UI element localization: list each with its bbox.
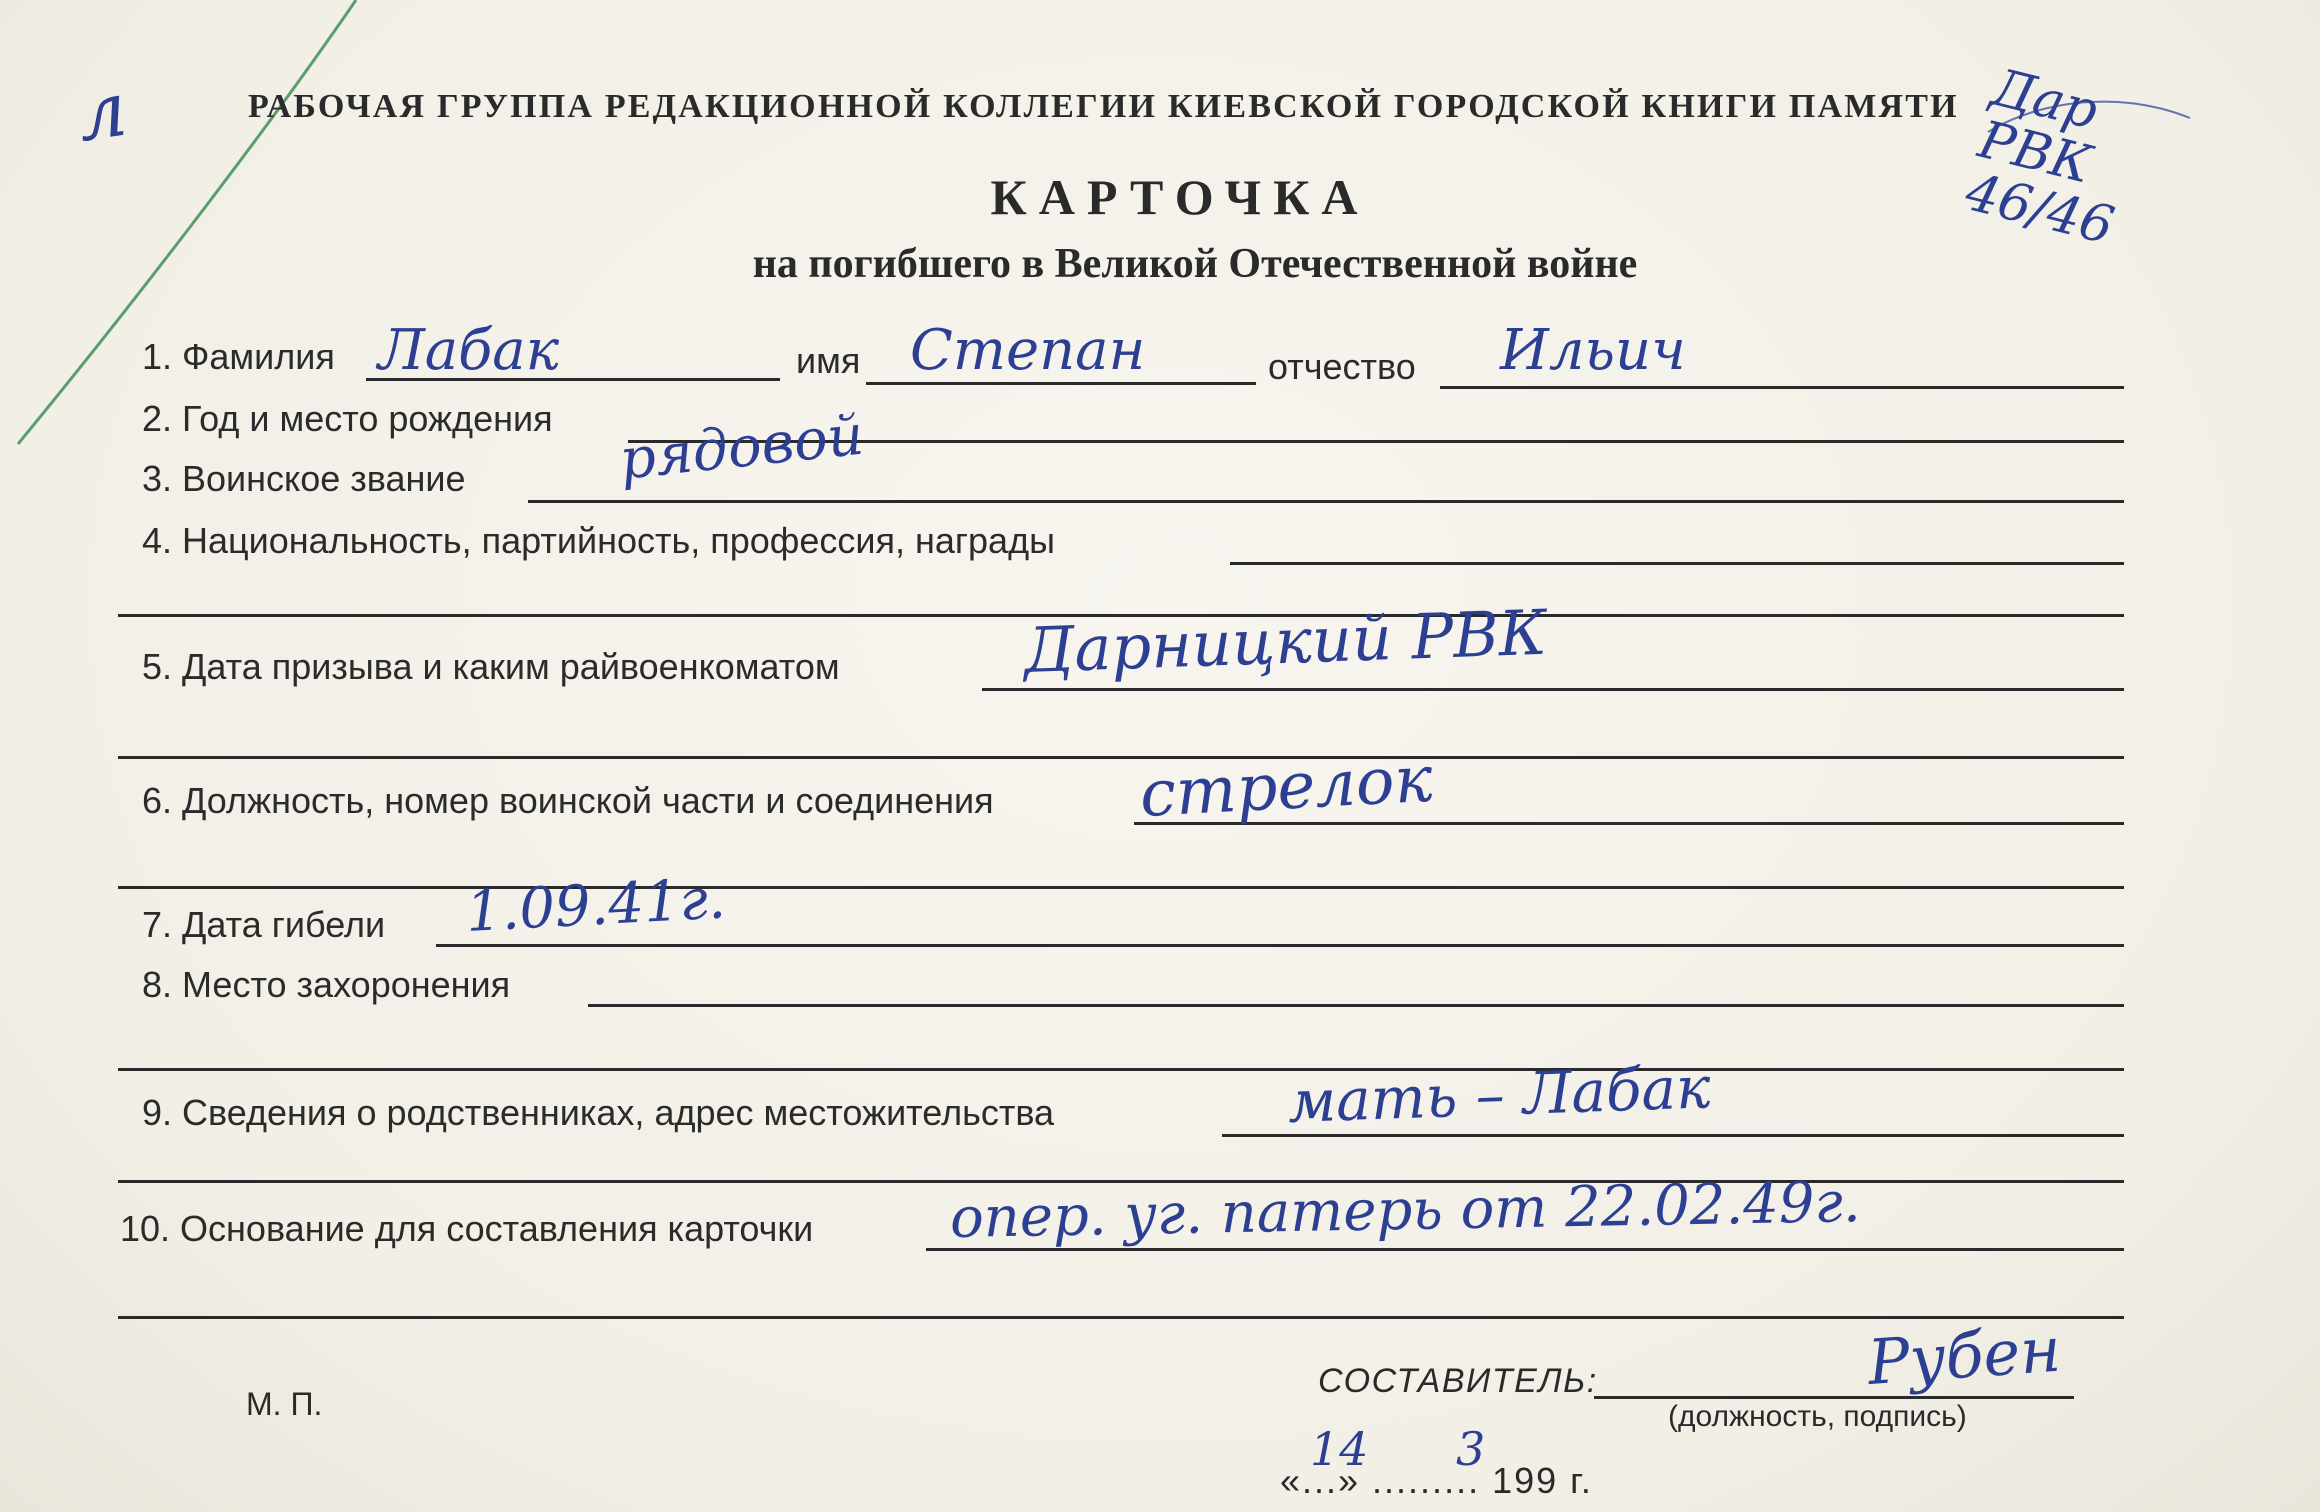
organization-header: РАБОЧАЯ ГРУППА РЕДАКЦИОННОЙ КОЛЛЕГИИ КИЕВСКОЙ ГОРОДСКОЙ КНИГИ ПАМЯТИ xyxy=(248,88,1959,125)
death-date-label: 7. Дата гибели xyxy=(142,904,386,945)
relatives-label: 9. Сведения о родственниках, адрес местожительства xyxy=(142,1092,1055,1133)
basis-label: 10. Основание для составления карточки xyxy=(120,1208,814,1249)
conscription-value[interactable]: Дарницкий РВК xyxy=(1022,595,1548,687)
top-left-mark: л xyxy=(71,63,133,159)
position-caption: (должность, подпись) xyxy=(1668,1400,1967,1433)
basis-line-2 xyxy=(118,1316,2124,1319)
compiler-signature[interactable]: Рубен xyxy=(1865,1312,2064,1399)
card-subtitle: на погибшего в Великой Отечественной войне xyxy=(752,241,1638,287)
patronymic-value[interactable]: Ильич xyxy=(1500,318,1686,383)
date-day[interactable]: 14 xyxy=(1310,1422,1369,1476)
burial-line xyxy=(588,1004,2124,1007)
compiler-line xyxy=(1594,1396,2074,1399)
patronymic-label: отчество xyxy=(1268,346,1416,387)
nationality-label: 4. Национальность, партийность, профессия, награды xyxy=(142,520,1055,561)
conscription-line-2 xyxy=(118,756,2124,759)
rank-label: 3. Воинское звание xyxy=(142,458,466,499)
death-date-line xyxy=(436,944,2124,947)
date-month[interactable]: 3 xyxy=(1456,1422,1486,1476)
surname-value[interactable]: Лабак xyxy=(378,318,560,383)
conscription-line xyxy=(982,688,2124,691)
basis-value[interactable]: опер. уг. патерь от 22.02.49г. xyxy=(949,1170,1862,1251)
name-label: имя xyxy=(796,340,861,381)
birth-label: 2. Год и место рождения xyxy=(142,398,553,439)
seal-label: М. П. xyxy=(246,1386,323,1422)
year-suffix: г. xyxy=(1570,1460,1593,1501)
top-right-mark: Дар РВК 46/46 xyxy=(1959,57,2120,257)
surname-label: 1. Фамилия xyxy=(142,336,335,377)
nationality-line xyxy=(1230,562,2124,565)
position-label: 6. Должность, номер воинской части и соединения xyxy=(142,780,994,821)
basis-line xyxy=(926,1248,2124,1251)
patronymic-line xyxy=(1440,386,2124,389)
date-template: «...» ......... 199 xyxy=(1280,1460,1559,1501)
card-title: КАРТОЧКА xyxy=(990,169,1370,225)
death-date-value[interactable]: 1.09.41г. xyxy=(464,866,728,945)
position-line-2 xyxy=(118,886,2124,889)
position-value[interactable]: стрелок xyxy=(1138,742,1435,832)
rank-line xyxy=(528,500,2124,503)
rank-value[interactable]: рядовой xyxy=(616,402,867,493)
relatives-value[interactable]: мать – Лабак xyxy=(1286,1053,1712,1136)
burial-label: 8. Место захоронения xyxy=(142,964,511,1005)
conscription-label: 5. Дата призыва и каким райвоенкоматом xyxy=(142,646,840,687)
compiler-label: СОСТАВИТЕЛЬ: xyxy=(1318,1362,1598,1400)
name-value[interactable]: Степан xyxy=(910,318,1146,383)
relatives-line xyxy=(1222,1134,2124,1137)
burial-line-2 xyxy=(118,1068,2124,1071)
